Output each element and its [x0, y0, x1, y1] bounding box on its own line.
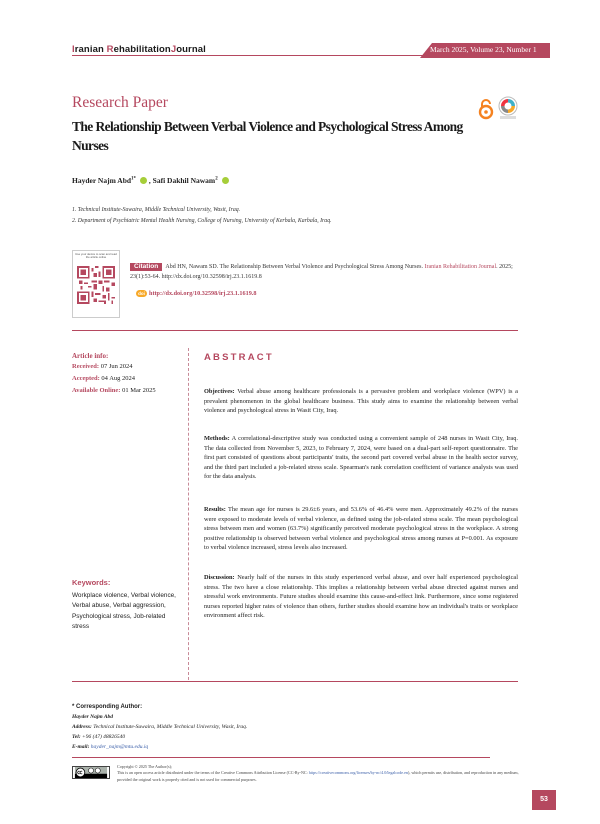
qr-code[interactable] — [77, 266, 115, 304]
article-type: Research Paper — [72, 94, 168, 111]
orcid-icon[interactable] — [222, 177, 229, 184]
doi-link[interactable]: http://dx.doi.org/10.32598/irj.23.1.1619.8 — [149, 290, 257, 297]
journal-name: Iranian RehabilitationJournal — [72, 44, 206, 55]
accepted-date: Accepted: 04 Aug 2024 — [72, 375, 136, 382]
author-list: Hayder Najm Abd$^{1*}$ , Safi Dakhil Nawam$^2$ — [72, 176, 231, 185]
cc-by-nc-icon[interactable] — [72, 766, 110, 779]
abstract-objectives: Objectives: Verbal abuse among healthcare professionals is a pervasive problem and workplace violence (WPV) is a prevalent phenomenon in the global healthcare business. This study aims to examine the relationship between verbal violence and psychological stress in Wasit City, Iraq. — [204, 388, 518, 415]
citation: Citation Abd HN, Nawam SD. The Relationship Between Verbal Violence and Psychological Stress Among Nurses. Iranian Rehabilitation Journal. 2025; 23(1):53-64. http://dx.doi.org/10.32598/irj.23.1.1619.8 — [130, 263, 513, 280]
abstract-discussion: Discussion: Nearly half of the nurses in this study experienced verbal abuse, and over half experienced psychological stress. The two have a close relationship. This implies a relationship between verbal abuse directed against nurses and stressful work environments. Future studies should examine this cause-and-effect link. Furthermore, since some registered nurses reported higher rates of violence than others, further studies should examine how an individual's traits or workplace environment affect risk. — [204, 574, 518, 620]
section-divider — [72, 330, 518, 331]
corresponding-author-name: Hayder Najm Abd — [72, 714, 114, 720]
corresponding-author-title: * Corresponding Author: — [72, 704, 143, 710]
keywords-title: Keywords: — [72, 578, 111, 587]
open-access-icon[interactable] — [478, 98, 494, 120]
copyright-notice: Copyright © 2025 The Author(s); This is an open access article distributed under the terms of the Creative Commons Attribution License (CC-By-NC: https://creativecommons.org/licenses/by-nc/4.0/legalcode.en), which permits use, distribution, and reproduction in any medium, provided the original work is properly cited and is not used for commercial purposes. — [117, 764, 519, 782]
orcid-icon[interactable] — [140, 177, 147, 184]
email-link[interactable]: hayder_najm@mtu.edu.iq — [89, 744, 149, 750]
corresponding-tel: Tel: +96 (47) 48826540 — [72, 734, 126, 740]
author-name: Safi Dakhil Nawam — [152, 176, 216, 185]
license-link[interactable]: https://creativecommons.org/licenses/by-nc/4.0/legalcode.en — [308, 770, 408, 776]
citation-journal-link[interactable]: Iranian Rehabilitation Journal — [424, 264, 497, 270]
affiliation-2: 2. Department of Psychiatric Mental Health Nursing, College of Nursing, University of Kerbala, Karbala, Iraq. — [72, 218, 332, 224]
column-divider — [188, 348, 189, 680]
online-date: Available Online: 01 Mar 2025 — [72, 387, 156, 394]
abstract-heading: ABSTRACT — [204, 352, 274, 363]
corresponding-email: E-mail: hayder_najm@mtu.edu.iq — [72, 744, 149, 750]
footer-divider — [72, 757, 490, 758]
author-name: Hayder Najm Abd — [72, 176, 132, 185]
issue-info: March 2025, Volume 23, Number 1 — [430, 45, 537, 54]
article-title: The Relationship Between Verbal Violence and Psychological Stress Among Nurses — [72, 119, 463, 153]
abstract-results: Results: The mean age for nurses is 29.6±6 years, and 53.6% of 46.4% were men. Approximately 49.2% of the nurses were exposed to moderate levels of verbal violence, as defined using the job-related stress scale. The mean psychological stress between men and women (63.7%) significantly perceived moderate psychological stress in the workplace. A strong positive relationship is observed between verbal violence and psychological stress among nurses at P=0.001. As exposure to verbal violence increased, stress levels also increased. — [204, 506, 518, 552]
crossmark-icon[interactable] — [498, 96, 518, 121]
header-rule — [72, 55, 428, 56]
received-date: Received: 07 Jun 2024 — [72, 363, 133, 370]
section-divider — [72, 681, 518, 682]
affiliation-1: 1. Technical Institute-Suwaira, Middle Technical University, Wasit, Iraq. — [72, 207, 241, 213]
doi-icon: doi — [136, 290, 147, 297]
article-info-title: Article info: — [72, 352, 109, 360]
citation-label: Citation — [130, 263, 162, 271]
affiliations — [72, 205, 332, 227]
qr-caption: Use your device to scan and read the article online — [75, 252, 117, 260]
page-number: 53 — [540, 796, 548, 803]
doi-line — [136, 290, 256, 297]
keywords-list: Workplace violence, Verbal violence, Verbal abuse, Verbal aggression, Psychological stress, Job-related stress — [72, 592, 176, 631]
corresponding-address: Address: Technical Institute-Suwaira, Middle Technical University, Wasit, Iraq. — [72, 724, 248, 730]
abstract-methods: Methods: A correlational-descriptive study was conducted using a convenient sample of 248 nurses in Wasit City, Iraq. The data collected from November 5, 2023, to February 7, 2024, were based on a dual-part self-report questionnaire. The first part consisted of questions about participants' traits, the second part covered verbal abuse in the health sector survey, and the third part included a job-related stress scale. Spearman's rank correlation coefficient of variance analysis was used for the data analysis. — [204, 435, 518, 481]
